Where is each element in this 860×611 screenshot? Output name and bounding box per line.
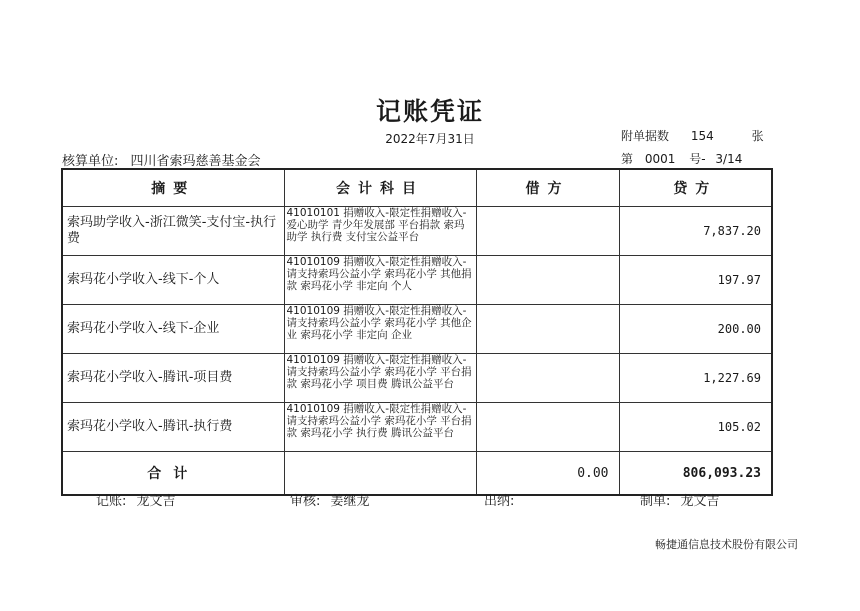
voucher-title: 记账凭证: [375, 97, 484, 126]
row-summary: 索玛花小学收入-腾讯-执行费: [62, 403, 284, 452]
cashier-label: 出纳:: [484, 494, 515, 509]
row-debit: [476, 207, 619, 256]
accounting-unit-value: 四川省索玛慈善基金会: [130, 154, 261, 169]
table-row: [62, 354, 772, 403]
total-debit: 0.00: [476, 452, 619, 496]
auditor-label: 审核:: [290, 494, 321, 509]
header-summary: 摘要: [62, 169, 284, 207]
voucher-date: 2022年7月31日: [385, 132, 475, 146]
row-debit: [476, 256, 619, 305]
accounting-unit: [62, 150, 261, 169]
row-account: 41010101 捐赠收入-限定性捐赠收入-爱心助学 青少年发展部 平台捐款 索玛助学 执行费 支付宝公益平台: [284, 207, 476, 256]
voucher-table: [61, 168, 773, 496]
attachment-count: [621, 127, 764, 144]
software-company: 畅捷通信息技术股份有限公司: [655, 538, 798, 551]
row-debit: [476, 354, 619, 403]
row-debit: [476, 305, 619, 354]
voucher-mid: 号-: [689, 152, 706, 166]
attachment-label: 附单据数: [621, 129, 670, 143]
row-account: 41010109 捐赠收入-限定性捐赠收入-请支持索玛公益小学 索玛花小学 其他捐款 索玛花小学 非定向 个人: [284, 256, 476, 305]
table-row: [62, 305, 772, 354]
preparer-label: 制单:: [640, 494, 671, 509]
voucher-page: 3/14: [715, 152, 743, 166]
accounting-unit-label: 核算单位:: [62, 154, 119, 169]
footer-preparer: [640, 490, 720, 509]
voucher-prefix: 第: [621, 152, 634, 166]
table-row: [62, 256, 772, 305]
row-credit: 7,837.20: [619, 207, 772, 256]
table-row: [62, 403, 772, 452]
row-summary: 索玛花小学收入-线下-企业: [62, 305, 284, 354]
attachment-unit: 张: [751, 129, 764, 143]
total-credit: 806,093.23: [619, 452, 772, 496]
row-credit: 200.00: [619, 305, 772, 354]
row-account: 41010109 捐赠收入-限定性捐赠收入-请支持索玛公益小学 索玛花小学 其他企业 索玛花小学 非定向 企业: [284, 305, 476, 354]
voucher-number: [621, 150, 742, 167]
header-account: 会计科目: [284, 169, 476, 207]
footer-bookkeeper: [96, 490, 176, 509]
table-row: [62, 207, 772, 256]
row-summary: 索玛花小学收入-线下-个人: [62, 256, 284, 305]
row-credit: 197.97: [619, 256, 772, 305]
bookkeeper-name: 龙文吉: [136, 494, 176, 509]
header-debit: 借方: [476, 169, 619, 207]
row-account: 41010109 捐赠收入-限定性捐赠收入-请支持索玛公益小学 索玛花小学 平台捐款 索玛花小学 项目费 腾讯公益平台: [284, 354, 476, 403]
table-header-row: [62, 169, 772, 207]
total-account-empty: [284, 452, 476, 496]
row-credit: 1,227.69: [619, 354, 772, 403]
row-credit: 105.02: [619, 403, 772, 452]
footer-cashier: [484, 490, 520, 509]
auditor-name: 姜继龙: [330, 494, 370, 509]
total-row: [62, 452, 772, 496]
row-debit: [476, 403, 619, 452]
footer-auditor: [290, 490, 370, 509]
row-summary: 索玛助学收入-浙江微笑-支付宝-执行费: [62, 207, 284, 256]
row-account: 41010109 捐赠收入-限定性捐赠收入-请支持索玛公益小学 索玛花小学 平台捐款 索玛花小学 执行费 腾讯公益平台: [284, 403, 476, 452]
bookkeeper-label: 记账:: [96, 494, 127, 509]
voucher-no: 0001: [644, 152, 676, 166]
header-credit: 贷方: [619, 169, 772, 207]
row-summary: 索玛花小学收入-腾讯-项目费: [62, 354, 284, 403]
total-label: 合计: [62, 452, 284, 496]
attachment-number: 154: [690, 129, 714, 143]
preparer-name: 龙文吉: [680, 494, 720, 509]
